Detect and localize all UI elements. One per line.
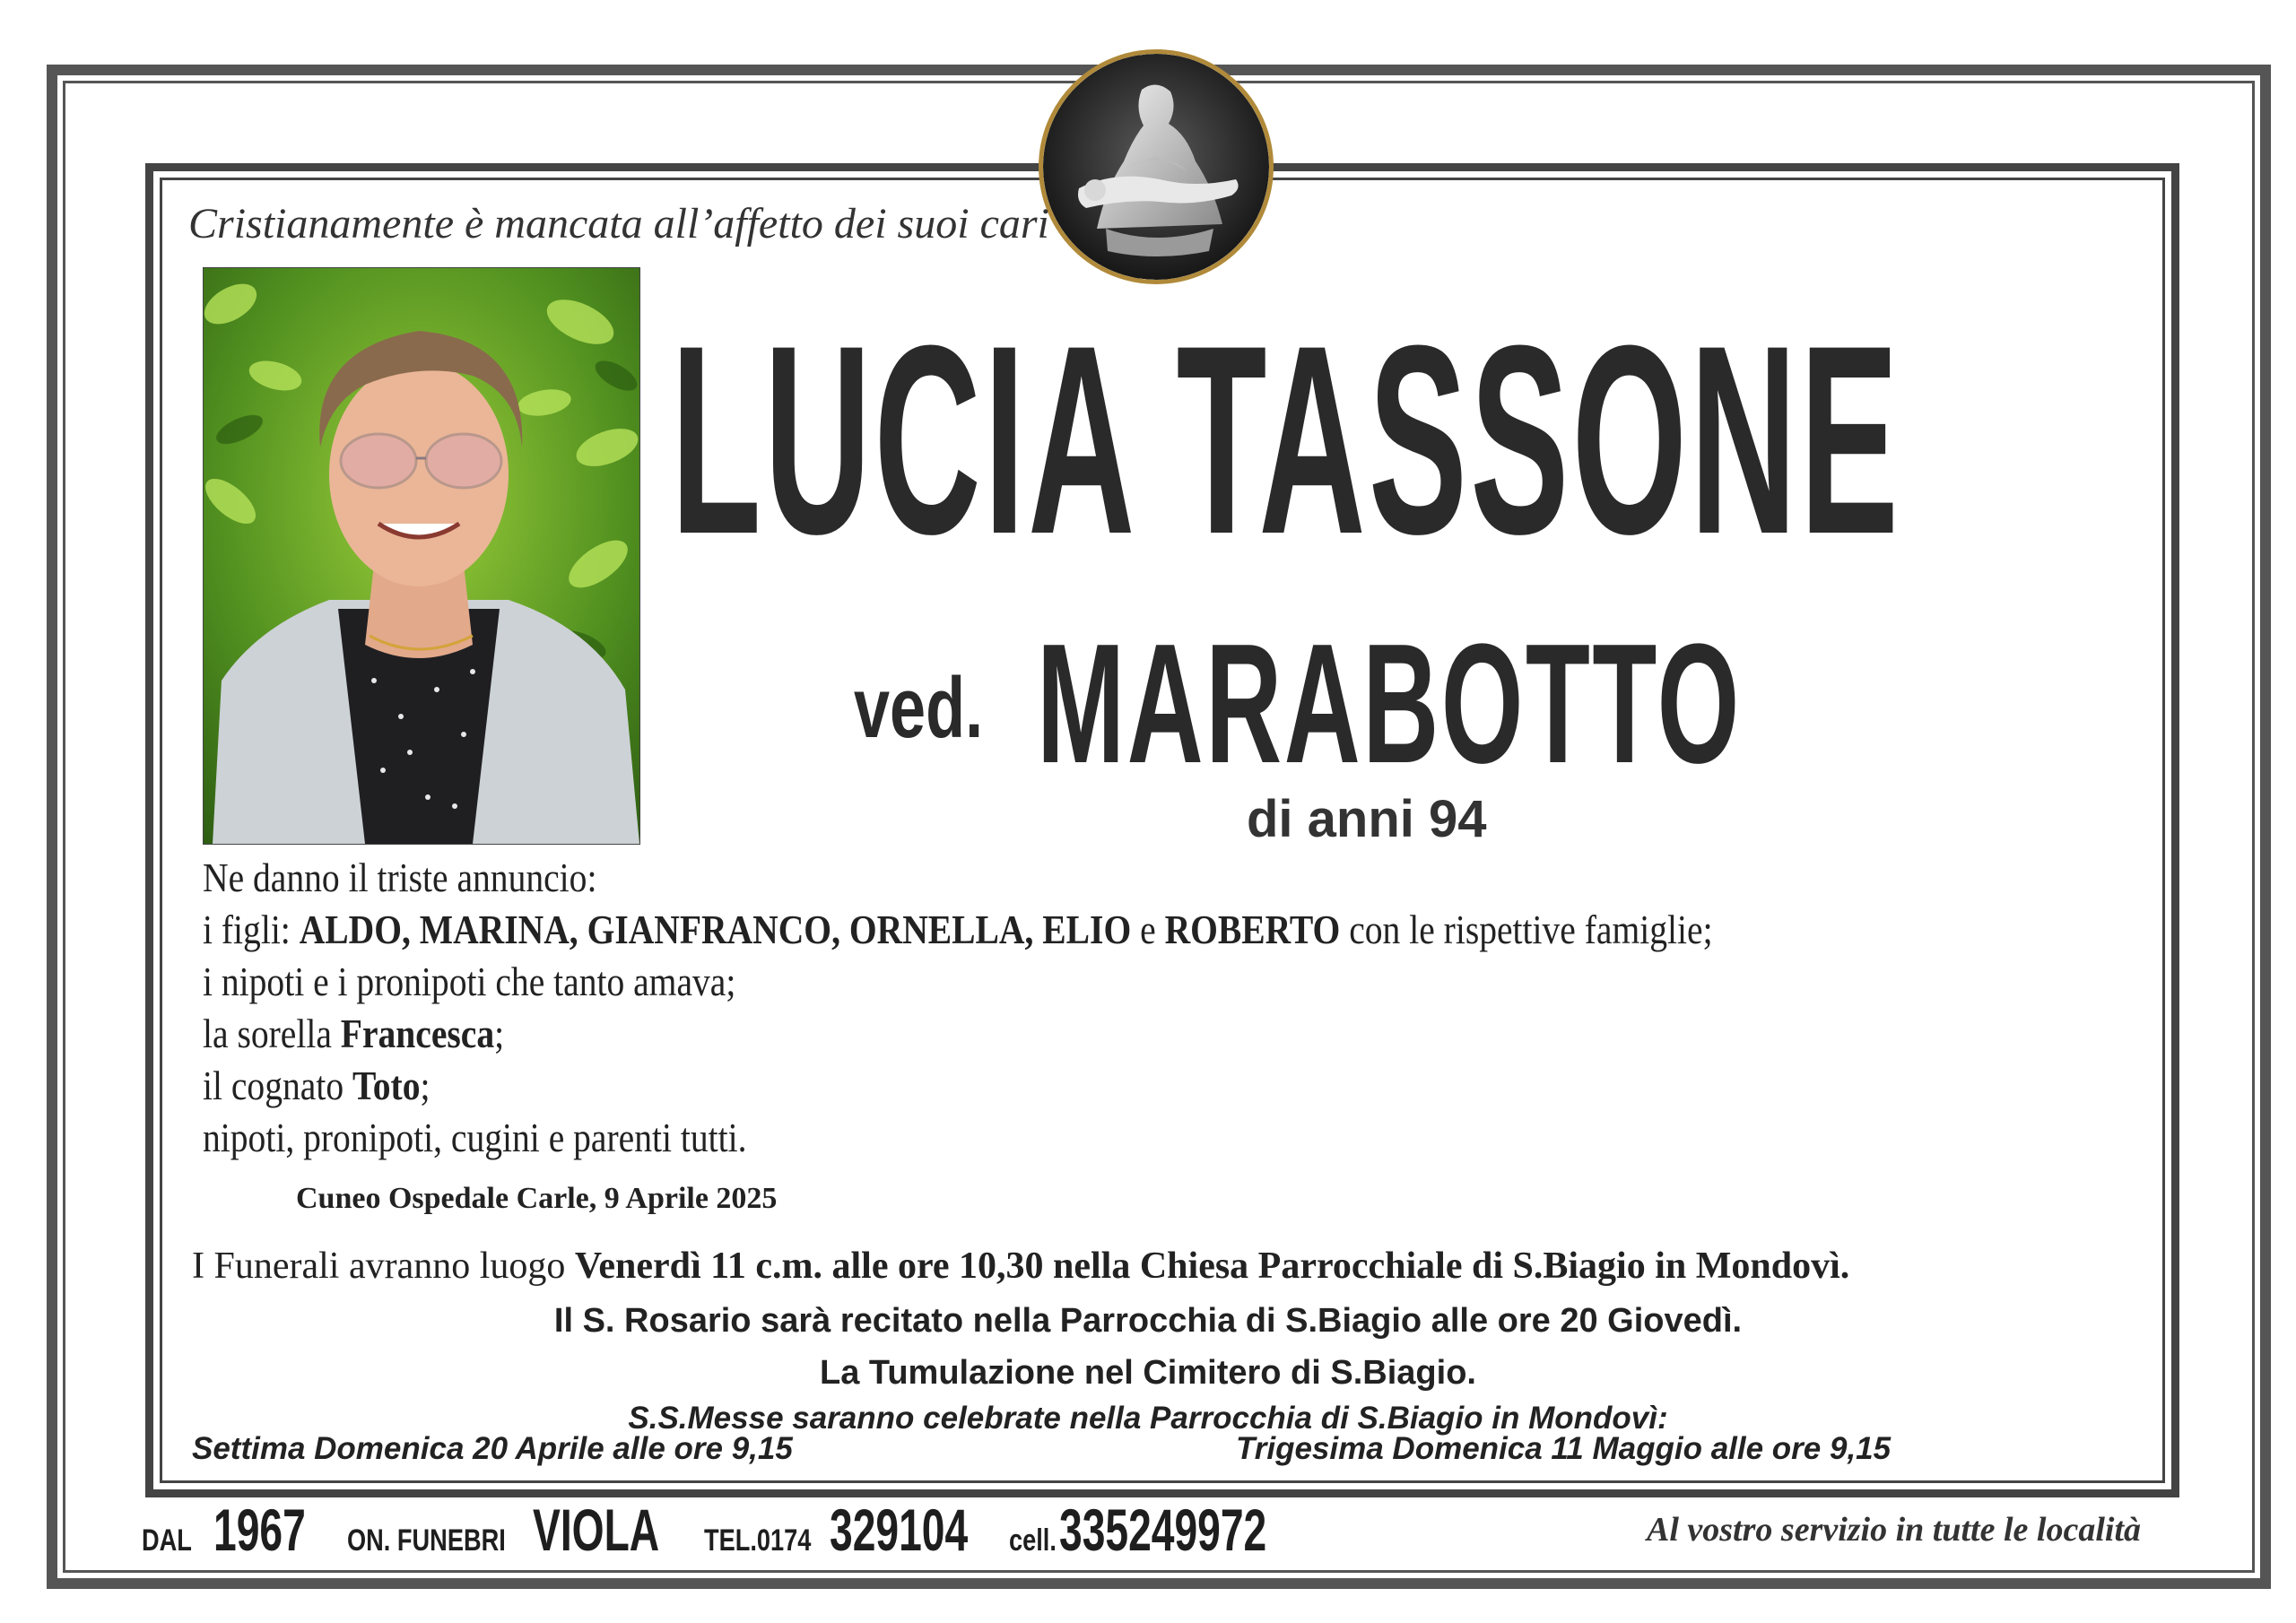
intro-text: Cristianamente è mancata all’affetto dei suoi cari [188, 200, 1049, 247]
footer-cell-label: cell. [1008, 1523, 1057, 1558]
children-and: e [1131, 907, 1165, 952]
children-prefix: i figli: [203, 907, 300, 952]
funeral-details: Venerdì 11 c.m. alle ore 10,30 nella Chiesa Parrocchiale di S.Biagio in Mondovì. [574, 1245, 1850, 1287]
brother-prefix: il cognato [203, 1063, 353, 1108]
footer-company: VIOLA [532, 1497, 659, 1563]
footer-cell: 335249972 [1059, 1497, 1267, 1563]
place-date: Cuneo Ospedale Carle, 9 Aprile 2025 [296, 1182, 778, 1215]
children-names: ALDO, MARINA, GIANFRANCO, ORNELLA, ELIO [299, 907, 1132, 952]
trigesima-mass: Trigesima Domenica 11 Maggio alle ore 9,15 [1236, 1431, 1892, 1466]
sister-suffix: ; [494, 1011, 505, 1056]
pieta-icon [1043, 54, 1269, 280]
children-line [203, 904, 1713, 956]
portrait-photo [203, 267, 640, 845]
sister-prefix: la sorella [203, 1011, 341, 1056]
footer-tel: 329104 [829, 1497, 968, 1563]
pieta-medallion-icon [1039, 49, 1274, 284]
announcement-block [203, 852, 1959, 1164]
burial-info: La Tumulazione nel Cimitero di S.Biagio. [820, 1354, 1476, 1392]
sister-name: Francesca [340, 1011, 495, 1056]
footer-slogan: Al vostro servizio in tutte le località [1647, 1511, 2141, 1549]
sister-line [203, 1008, 1713, 1060]
footer-year: 1967 [213, 1497, 306, 1563]
age-text: di anni 94 [1247, 790, 1487, 848]
relatives-line: nipoti, pronipoti, cugini e parenti tutti. [203, 1115, 747, 1160]
funeral-info [192, 1245, 1849, 1288]
footer-tel-label: TEL.0174 [704, 1523, 812, 1558]
ved-prefix: ved. [854, 660, 984, 756]
grandchildren-line: i nipoti e i pronipoti che tanto amava; [203, 959, 736, 1004]
settima-mass: Settima Domenica 20 Aprile alle ore 9,15 [192, 1431, 793, 1466]
brother-in-law-line [203, 1060, 1713, 1112]
announcement-line: Ne danno il triste annuncio: [203, 855, 597, 900]
footer-dal: DAL [142, 1523, 192, 1558]
masses-intro: S.S.Messe saranno celebrate nella Parrocchia di S.Biagio in Mondovì: [628, 1401, 1668, 1436]
footer-onoranze: ON. FUNEBRI [346, 1523, 506, 1558]
rosary-info: Il S. Rosario sarà recitato nella Parrocchia di S.Biagio alle ore 20 Giovedì. [553, 1302, 1743, 1340]
married-name: MARABOTTO [1037, 609, 1742, 799]
funeral-prefix: I Funerali avranno luogo [192, 1245, 575, 1287]
deceased-name: LUCIA TASSONE [671, 289, 1902, 590]
brother-name: Toto [352, 1063, 421, 1108]
funeral-home-footer [142, 1496, 1356, 1567]
children-suffix: con le rispettive famiglie; [1340, 907, 1713, 952]
children-last-name: ROBERTO [1164, 907, 1341, 952]
brother-suffix: ; [420, 1063, 430, 1108]
